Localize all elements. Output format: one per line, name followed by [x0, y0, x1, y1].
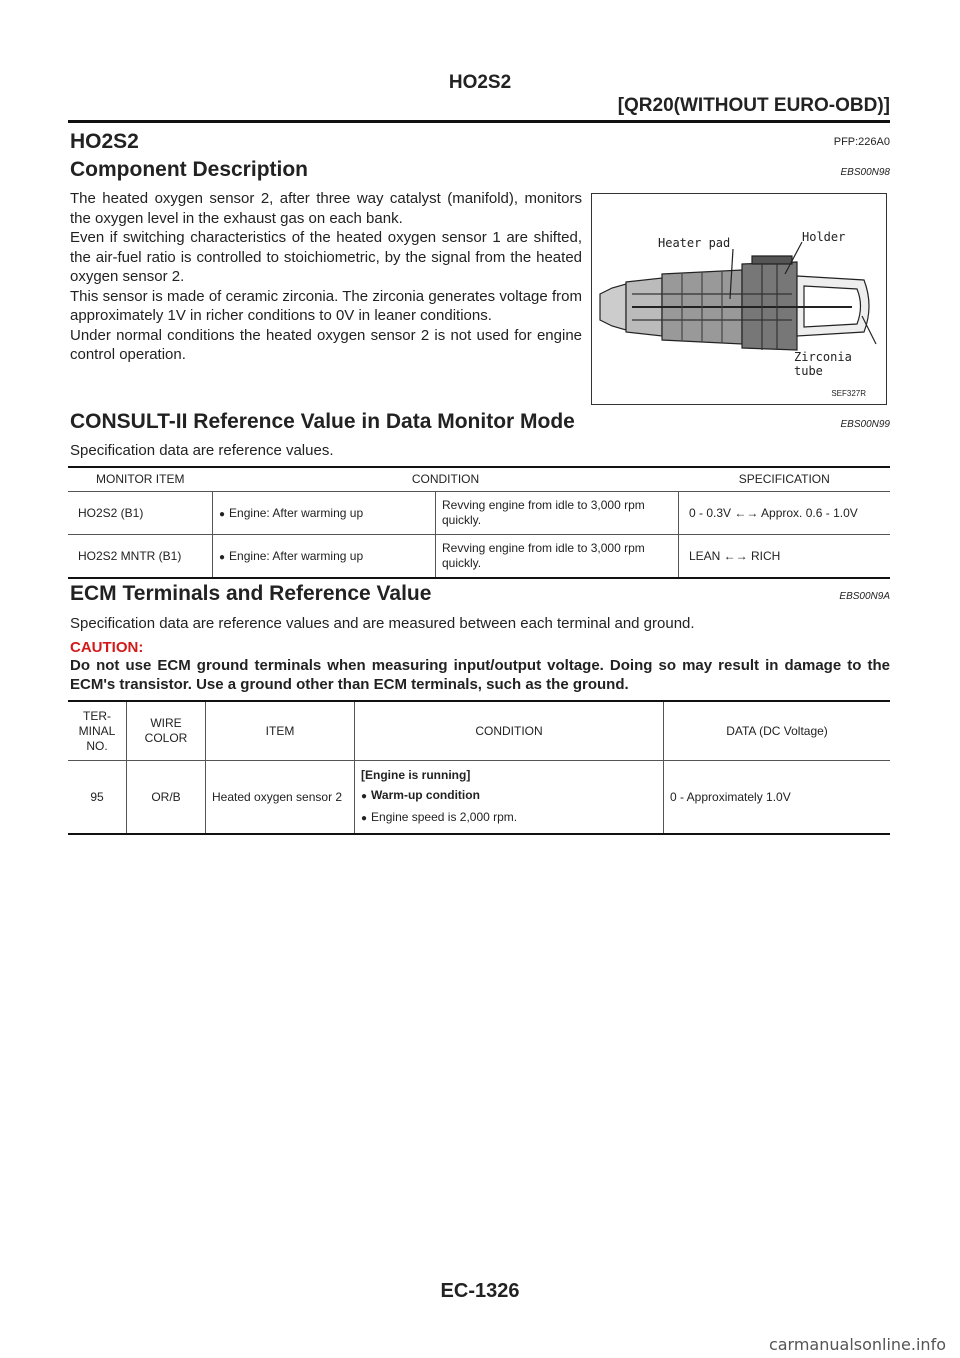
- paragraph: This sensor is made of ceramic zirconia. The zirconia generates voltage from approximately 1V in richer conditions to 0V in leaner conditions.: [70, 287, 582, 324]
- condition-1: ● Engine: After warming up: [213, 491, 436, 534]
- component-description-text: [70, 189, 582, 365]
- monitor-item: HO2S2 (B1): [68, 491, 213, 534]
- table-row: [68, 491, 890, 534]
- col-specification: SPECIFICATION: [679, 467, 891, 491]
- section-code: PFP:226A0: [833, 136, 890, 148]
- holder-label: Holder: [802, 230, 846, 244]
- col-terminal-no: TER- MINAL NO.: [68, 701, 127, 761]
- col-data: DATA (DC Voltage): [664, 701, 891, 761]
- bullet-icon: ●: [361, 813, 368, 824]
- condition-1: ● Engine: After warming up: [213, 534, 436, 578]
- monitor-item: HO2S2 MNTR (B1): [68, 534, 213, 578]
- data-value: 0 - Approximately 1.0V: [664, 761, 891, 835]
- col-condition: CONDITION: [213, 467, 679, 491]
- header-divider: [68, 120, 890, 123]
- heater-pad-label: Heater pad: [658, 236, 731, 250]
- condition-2: Revving engine from idle to 3,000 rpm quickly.: [436, 491, 679, 534]
- ecm-terminal-table: [68, 700, 890, 835]
- ecm-note: Specification data are reference values and are measured between each terminal and ground.: [70, 615, 695, 632]
- ecm-heading: ECM Terminals and Reference Value: [70, 582, 432, 605]
- page-header-title: HO2S2: [448, 72, 512, 93]
- paragraph: The heated oxygen sensor 2, after three way catalyst (manifold), monitors the oxygen level in the exhaust gas on each bank.: [70, 190, 582, 227]
- ecm-code: EBS00N9A: [839, 591, 890, 602]
- table-header-row: [68, 701, 890, 761]
- condition: [Engine is running] ● Warm-up condition ● Engine speed is 2,000 rpm.: [355, 761, 664, 835]
- component-description-heading: Component Description: [70, 158, 309, 181]
- consult-note: Specification data are reference values.: [70, 442, 334, 459]
- col-monitor-item: MONITOR ITEM: [68, 467, 213, 491]
- bullet-icon: ●: [219, 551, 226, 563]
- caution-text: Do not use ECM ground terminals when measuring input/output voltage. Doing so may result in damage to the ECM's transistor. Use a ground other than ECM terminals, such as the ground.: [70, 657, 890, 693]
- page-number: EC-1326: [440, 1280, 520, 1302]
- table-header-row: [68, 467, 890, 491]
- page-header-subtitle: [QR20(WITHOUT EURO-OBD)]: [617, 95, 890, 116]
- col-condition: CONDITION: [355, 701, 664, 761]
- wire-color: OR/B: [127, 761, 206, 835]
- condition-2: Revving engine from idle to 3,000 rpm quickly.: [436, 534, 679, 578]
- item: Heated oxygen sensor 2: [206, 761, 355, 835]
- consult-code: EBS00N99: [840, 419, 890, 430]
- specification: 0 - 0.3V ←→ Approx. 0.6 - 1.0V: [679, 491, 891, 534]
- paragraph: Even if switching characteristics of the heated oxygen sensor 1 are shifted, the air-fuel ratio is controlled to stoichiometric, by the signal from the heated oxygen sensor 2.: [70, 229, 582, 285]
- table-row: [68, 534, 890, 578]
- sensor-cross-section-figure: [591, 193, 887, 405]
- consult-heading: CONSULT-II Reference Value in Data Monitor Mode: [70, 410, 575, 433]
- col-wire-color: WIRE COLOR: [127, 701, 206, 761]
- bullet-icon: ●: [361, 791, 368, 802]
- zirconia-tube-label: Zirconia tube: [794, 350, 852, 378]
- terminal-no: 95: [90, 790, 104, 804]
- col-item: ITEM: [206, 701, 355, 761]
- paragraph: Under normal conditions the heated oxygen sensor 2 is not used for engine control operation.: [70, 326, 582, 363]
- specification: LEAN ←→ RICH: [679, 534, 891, 578]
- section-title: HO2S2: [70, 130, 139, 153]
- consult-reference-table: [68, 466, 890, 579]
- table-row: [68, 761, 890, 835]
- figure-code: SEF327R: [831, 389, 866, 398]
- bullet-icon: ●: [219, 508, 226, 520]
- component-description-code: EBS00N98: [840, 167, 890, 178]
- watermark: carmanualsonline.info: [768, 1335, 946, 1354]
- caution-label: CAUTION:: [70, 639, 144, 656]
